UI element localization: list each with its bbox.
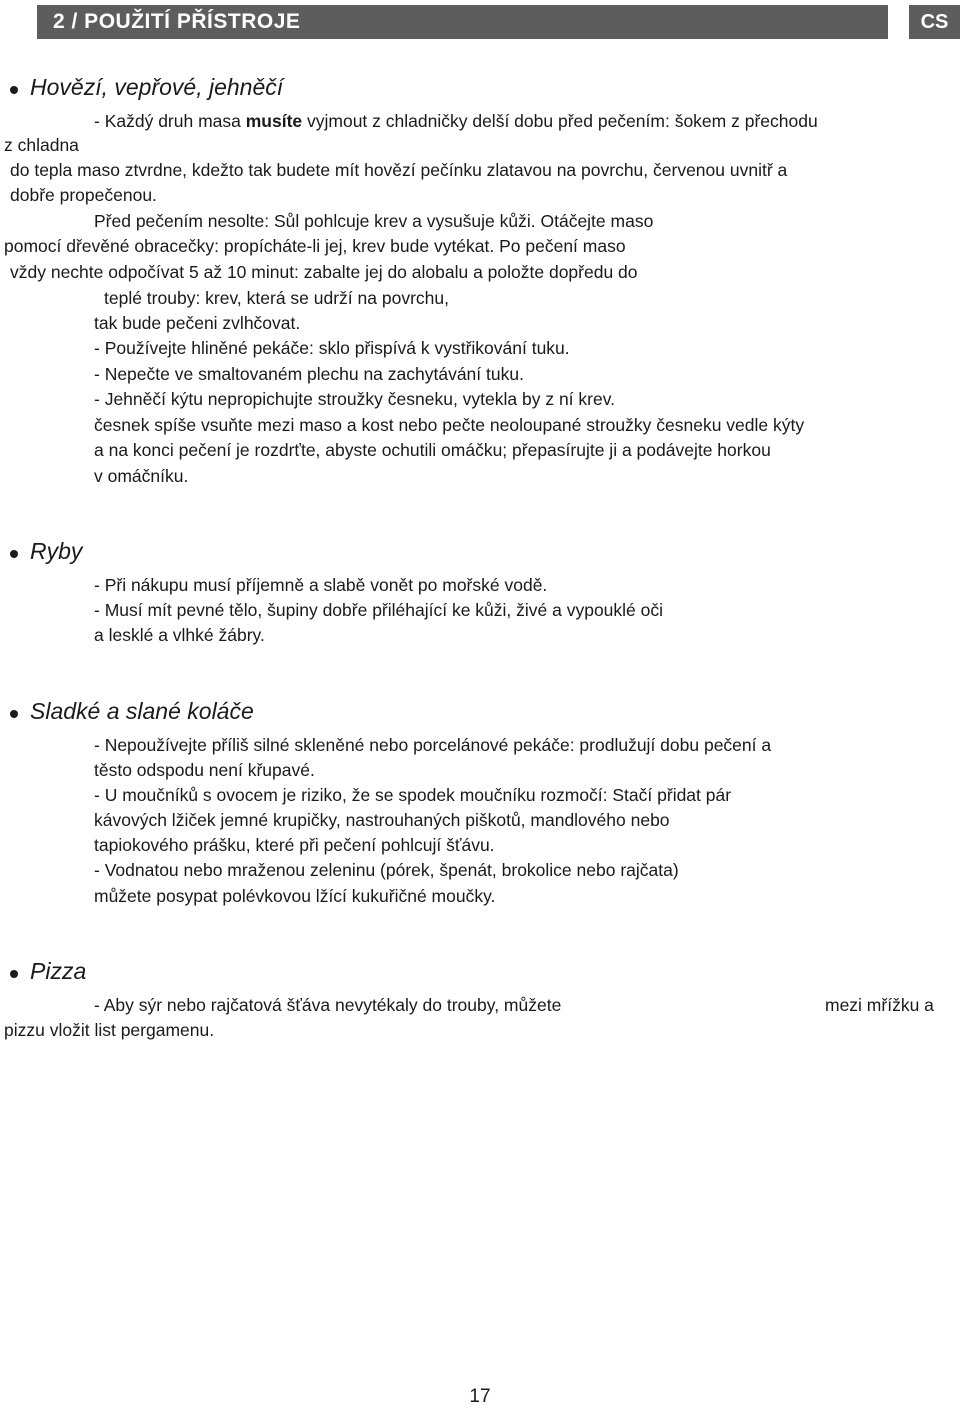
section-title-fish <box>10 536 82 566</box>
text-line: - Nepečte ve smaltovaném plechu na zachytávání tuku. <box>94 364 524 384</box>
text-line: - U moučníků s ovocem je riziko, že se spodek moučníku rozmočí: Stačí přidat pár <box>94 785 732 805</box>
text-line: a lesklé a vlhké žábry. <box>94 625 265 645</box>
emphasis-text: musíte <box>245 111 303 131</box>
text-line: - Při nákupu musí příjemně a slabě vonět po mořské vodě. <box>94 575 548 595</box>
section-title-text: Hovězí, vepřové, jehněčí <box>30 74 284 100</box>
text-line: - Používejte hliněné pekáče: sklo přispívá k vystřikování tuku. <box>94 338 570 358</box>
text-line: česnek spíše vsuňte mezi maso a kost nebo pečte neoloupané stroužky česneku vedle kýty <box>94 415 805 435</box>
text-line: - Jehněčí kýtu nepropichujte stroužky česneku, vytekla by z ní krev. <box>94 389 616 409</box>
text-line: teplé trouby: krev, která se udrží na povrchu, <box>104 288 449 308</box>
section-title-text: Ryby <box>30 538 83 564</box>
page-number: 17 <box>469 1386 491 1407</box>
section-header: 2 / POUŽITÍ PŘÍSTROJE <box>37 5 888 39</box>
text-line: - Nepoužívejte příliš silné skleněné nebo porcelánové pekáče: prodlužují dobu pečení a <box>94 735 772 755</box>
text-line: pomocí dřevěné obracečky: propícháte-li jej, krev bude vytékat. Po pečení maso <box>4 236 626 256</box>
bullet-icon <box>10 550 18 558</box>
text-line: tak bude pečeni zvlhčovat. <box>94 313 301 333</box>
text-line: v omáčníku. <box>94 466 189 486</box>
text-line: dobře propečenou. <box>10 185 157 205</box>
text-line: - Aby sýr nebo rajčatová šťáva nevytékaly do trouby, můžete <box>94 995 562 1015</box>
language-badge: CS <box>909 5 960 39</box>
section-title-meat <box>10 72 283 102</box>
text-line <box>94 110 818 132</box>
text-line: vždy nechte odpočívat 5 až 10 minut: zabalte jej do alobalu a položte dopředu do <box>10 262 638 282</box>
text-line: mezi mřížku a <box>825 995 934 1015</box>
bullet-icon <box>10 86 18 94</box>
text-line: Před pečením nesolte: Sůl pohlcuje krev a vysušuje kůži. Otáčejte maso <box>94 211 654 231</box>
text-fragment: - Každý druh masa <box>94 111 246 131</box>
text-line: - Musí mít pevné tělo, šupiny dobře přiléhající ke kůži, živé a vypouklé oči <box>94 600 664 620</box>
text-line: můžete posypat polévkovou lžící kukuřičné moučky. <box>94 886 496 906</box>
text-line: tapiokového prášku, které při pečení pohlcují šťávu. <box>94 835 495 855</box>
text-line: z chladna <box>4 135 79 155</box>
text-line: do tepla maso ztvrdne, kdežto tak budete mít hovězí pečínku zlatavou na povrchu, červenou uvnitř a <box>10 160 788 180</box>
bullet-icon <box>10 710 18 718</box>
section-title-text: Pizza <box>30 958 87 984</box>
text-line: - Vodnatou nebo mraženou zeleninu (pórek, špenát, brokolice nebo rajčata) <box>94 860 679 880</box>
text-line: kávových lžiček jemné krupičky, nastrouhaných piškotů, mandlového nebo <box>94 810 670 830</box>
text-line: pizzu vložit list pergamenu. <box>4 1020 215 1040</box>
section-title-pizza <box>10 956 86 986</box>
text-fragment: vyjmout z chladničky delší dobu před pečením: šokem z přechodu <box>302 111 818 131</box>
bullet-icon <box>10 970 18 978</box>
section-title-cakes <box>10 696 254 726</box>
text-line: těsto odspodu není křupavé. <box>94 760 315 780</box>
section-title-text: Sladké a slané koláče <box>30 698 254 724</box>
text-line: a na konci pečení je rozdrťte, abyste ochutili omáčku; přepasírujte ji a podávejte horkou <box>94 440 771 460</box>
